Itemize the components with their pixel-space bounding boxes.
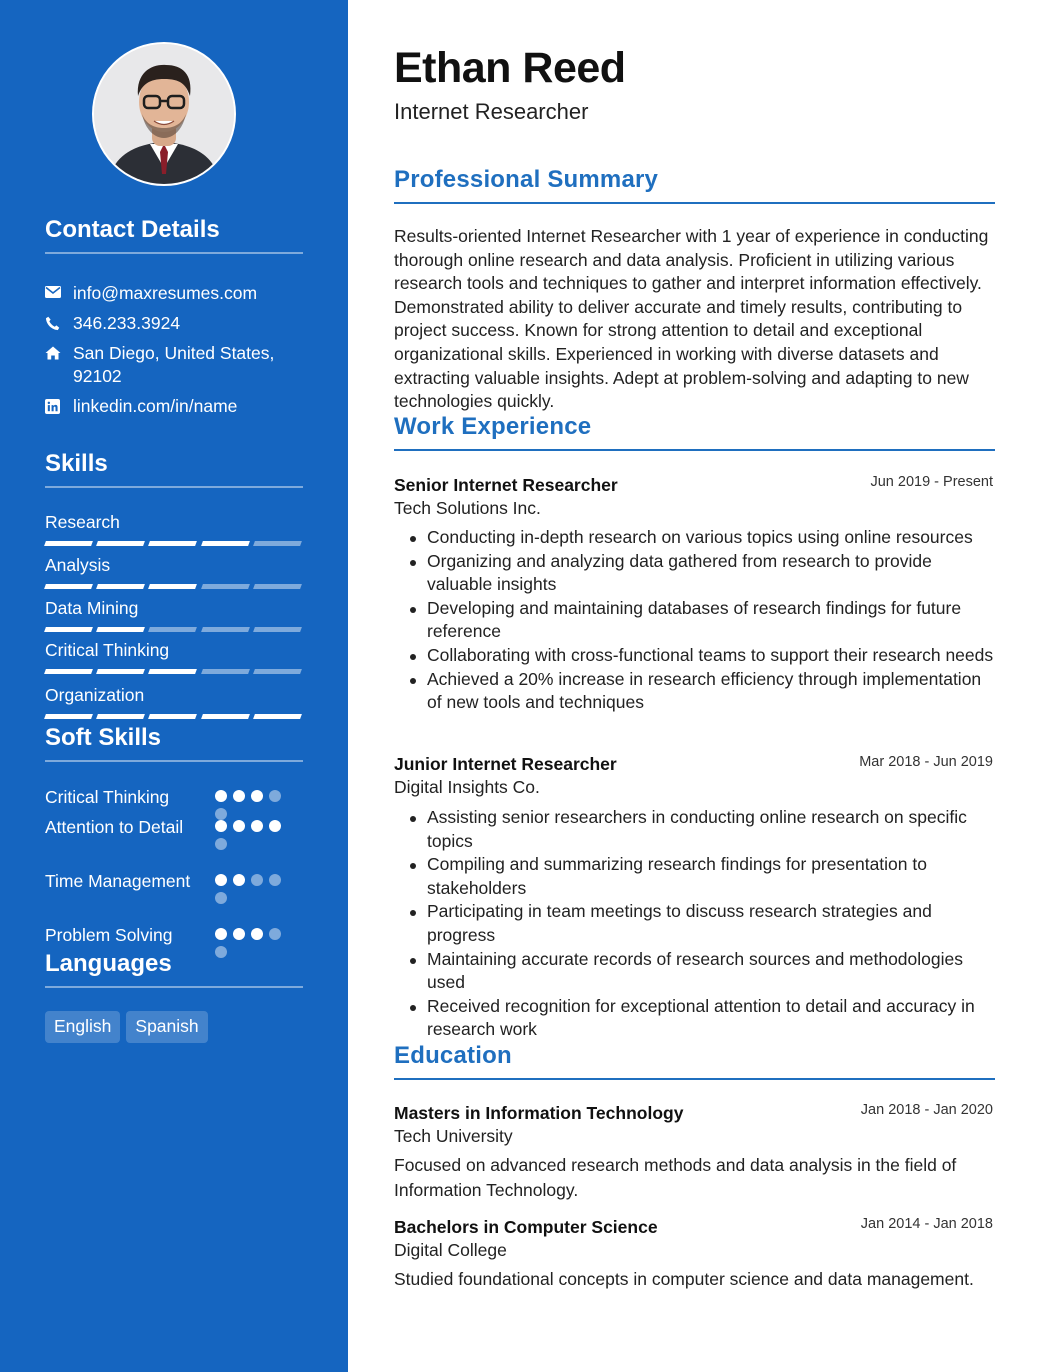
language-tag: Spanish bbox=[126, 1011, 207, 1043]
sidebar bbox=[0, 0, 348, 1372]
job-bullet: Received recognition for exceptional attention to detail and accuracy in research work bbox=[408, 995, 998, 1042]
job-dates: Jun 2019 - Present bbox=[870, 474, 993, 490]
skill-level-segment bbox=[201, 669, 250, 674]
skill-level-segment bbox=[148, 584, 197, 589]
skill-level-segment bbox=[96, 714, 145, 719]
skill-level-segment bbox=[44, 541, 93, 546]
job-bullets bbox=[408, 806, 998, 1042]
skill-level-segment bbox=[96, 669, 145, 674]
job-bullet: Maintaining accurate records of research sources and methodologies used bbox=[408, 948, 998, 995]
contact-linkedin[interactable] bbox=[45, 395, 295, 418]
rating-dot bbox=[215, 808, 227, 820]
skill-level-segment bbox=[44, 584, 93, 589]
job-title: Junior Internet Researcher bbox=[394, 754, 617, 774]
skill-level-segment bbox=[253, 541, 302, 546]
experience-heading: Work Experience bbox=[394, 413, 995, 451]
skill-level-segment bbox=[96, 541, 145, 546]
skill-level-segment bbox=[253, 714, 302, 719]
rating-dot bbox=[215, 928, 227, 940]
edu-description: Studied foundational concepts in computer science and data management. bbox=[394, 1269, 974, 1289]
rating-dot bbox=[233, 790, 245, 802]
skill-level-segment bbox=[148, 627, 197, 632]
person-name: Ethan Reed bbox=[394, 44, 626, 92]
rating-dot bbox=[215, 790, 227, 802]
person-photo-icon bbox=[94, 44, 234, 184]
rating-dot bbox=[251, 928, 263, 940]
skill-level-bar bbox=[45, 714, 301, 720]
skill-level-segment bbox=[253, 669, 302, 674]
contact-address bbox=[45, 342, 295, 388]
skill-level-segment bbox=[148, 541, 197, 546]
contact-heading: Contact Details bbox=[45, 216, 303, 254]
soft-skill-name: Problem Solving bbox=[45, 925, 173, 945]
job-bullet: Achieved a 20% increase in research efficiency through implementation of new tools and techniques bbox=[408, 668, 998, 715]
skill-level-segment bbox=[201, 541, 250, 546]
soft-skills-heading: Soft Skills bbox=[45, 724, 303, 762]
edu-description: Focused on advanced research methods and data analysis in the field of Information Technology. bbox=[394, 1155, 957, 1200]
soft-skill-rating bbox=[215, 820, 295, 850]
skill-level-bar bbox=[45, 541, 301, 547]
job-bullet: Conducting in-depth research on various topics using online resources bbox=[408, 526, 998, 550]
skill-level-segment bbox=[253, 627, 302, 632]
soft-skill-name: Attention to Detail bbox=[45, 817, 184, 837]
rating-dot bbox=[269, 874, 281, 886]
skill-level-bar bbox=[45, 669, 301, 675]
rating-dot bbox=[251, 820, 263, 832]
rating-dot bbox=[233, 928, 245, 940]
avatar bbox=[92, 42, 236, 186]
envelope-icon bbox=[45, 282, 73, 305]
skill-level-segment bbox=[44, 714, 93, 719]
skill-level-segment bbox=[96, 584, 145, 589]
rating-dot bbox=[215, 820, 227, 832]
skill-level-segment bbox=[201, 584, 250, 589]
rating-dot bbox=[215, 892, 227, 904]
job-bullet: Assisting senior researchers in conducting online research on specific topics bbox=[408, 806, 998, 853]
skill-name: Data Mining bbox=[45, 598, 139, 618]
skill-level-segment bbox=[148, 669, 197, 674]
edu-school: Tech University bbox=[394, 1126, 513, 1146]
skill-level-segment bbox=[44, 627, 93, 632]
rating-dot bbox=[215, 874, 227, 886]
language-tags bbox=[45, 1011, 208, 1043]
home-icon bbox=[45, 342, 73, 388]
rating-dot bbox=[251, 874, 263, 886]
skill-level-segment bbox=[201, 714, 250, 719]
job-bullets bbox=[408, 526, 998, 715]
rating-dot bbox=[215, 838, 227, 850]
edu-dates: Jan 2018 - Jan 2020 bbox=[860, 1102, 993, 1118]
phone-icon bbox=[45, 312, 73, 335]
skill-level-bar bbox=[45, 584, 301, 590]
skill-level-segment bbox=[201, 627, 250, 632]
linkedin-icon bbox=[45, 395, 73, 418]
soft-skill-name: Critical Thinking bbox=[45, 787, 170, 807]
soft-skill-rating bbox=[215, 790, 295, 820]
job-bullet: Developing and maintaining databases of research findings for future reference bbox=[408, 597, 998, 644]
skill-name: Research bbox=[45, 512, 120, 532]
job-bullet: Collaborating with cross-functional teams to support their research needs bbox=[408, 644, 998, 668]
edu-school: Digital College bbox=[394, 1240, 507, 1260]
soft-skill-rating bbox=[215, 874, 295, 904]
rating-dot bbox=[233, 820, 245, 832]
person-title: Internet Researcher bbox=[394, 99, 589, 124]
edu-degree: Masters in Information Technology bbox=[394, 1103, 684, 1123]
contact-phone[interactable] bbox=[45, 312, 295, 335]
rating-dot bbox=[233, 874, 245, 886]
summary-text: Results-oriented Internet Researcher with 1 year of experience in conducting thorough online research and data analysis. Proficient in utilizing various research tools and techniques to gather and interpret information effectively. Demonstrated ability to deliver accurate and timely results, contributing to project success. Known for strong attention to detail and exceptional organizational skills. Experienced in working with diverse datasets and extracting valuable insights. Adept at problem-solving and adapting to new technologies quickly. bbox=[394, 226, 989, 412]
job-company: Tech Solutions Inc. bbox=[394, 498, 541, 518]
rating-dot bbox=[269, 820, 281, 832]
rating-dot bbox=[269, 790, 281, 802]
summary-heading: Professional Summary bbox=[394, 166, 995, 204]
rating-dot bbox=[251, 790, 263, 802]
contact-address-text: San Diego, United States, 92102 bbox=[73, 343, 275, 386]
skills-heading: Skills bbox=[45, 450, 303, 488]
soft-skill-name: Time Management bbox=[45, 871, 191, 891]
contact-linkedin-text: linkedin.com/in/name bbox=[73, 396, 238, 416]
job-bullet: Compiling and summarizing research findings for presentation to stakeholders bbox=[408, 853, 998, 900]
job-bullet: Organizing and analyzing data gathered from research to provide valuable insights bbox=[408, 550, 998, 597]
skill-name: Organization bbox=[45, 685, 145, 705]
job-bullet: Participating in team meetings to discuss research strategies and progress bbox=[408, 900, 998, 947]
skill-name: Critical Thinking bbox=[45, 640, 170, 660]
job-dates: Mar 2018 - Jun 2019 bbox=[859, 754, 993, 770]
job-title: Senior Internet Researcher bbox=[394, 475, 618, 495]
edu-degree: Bachelors in Computer Science bbox=[394, 1217, 658, 1237]
skill-level-segment bbox=[44, 669, 93, 674]
education-heading: Education bbox=[394, 1042, 995, 1080]
contact-phone-text: 346.233.3924 bbox=[73, 313, 181, 333]
contact-email-text: info@maxresumes.com bbox=[73, 283, 258, 303]
languages-heading: Languages bbox=[45, 950, 303, 988]
edu-dates: Jan 2014 - Jan 2018 bbox=[860, 1216, 993, 1232]
skill-level-segment bbox=[253, 584, 302, 589]
contact-email[interactable] bbox=[45, 282, 295, 305]
rating-dot bbox=[269, 928, 281, 940]
skill-level-segment bbox=[96, 627, 145, 632]
skill-name: Analysis bbox=[45, 555, 111, 575]
language-tag: English bbox=[45, 1011, 120, 1043]
skill-level-segment bbox=[148, 714, 197, 719]
job-company: Digital Insights Co. bbox=[394, 777, 540, 797]
skill-level-bar bbox=[45, 627, 301, 633]
